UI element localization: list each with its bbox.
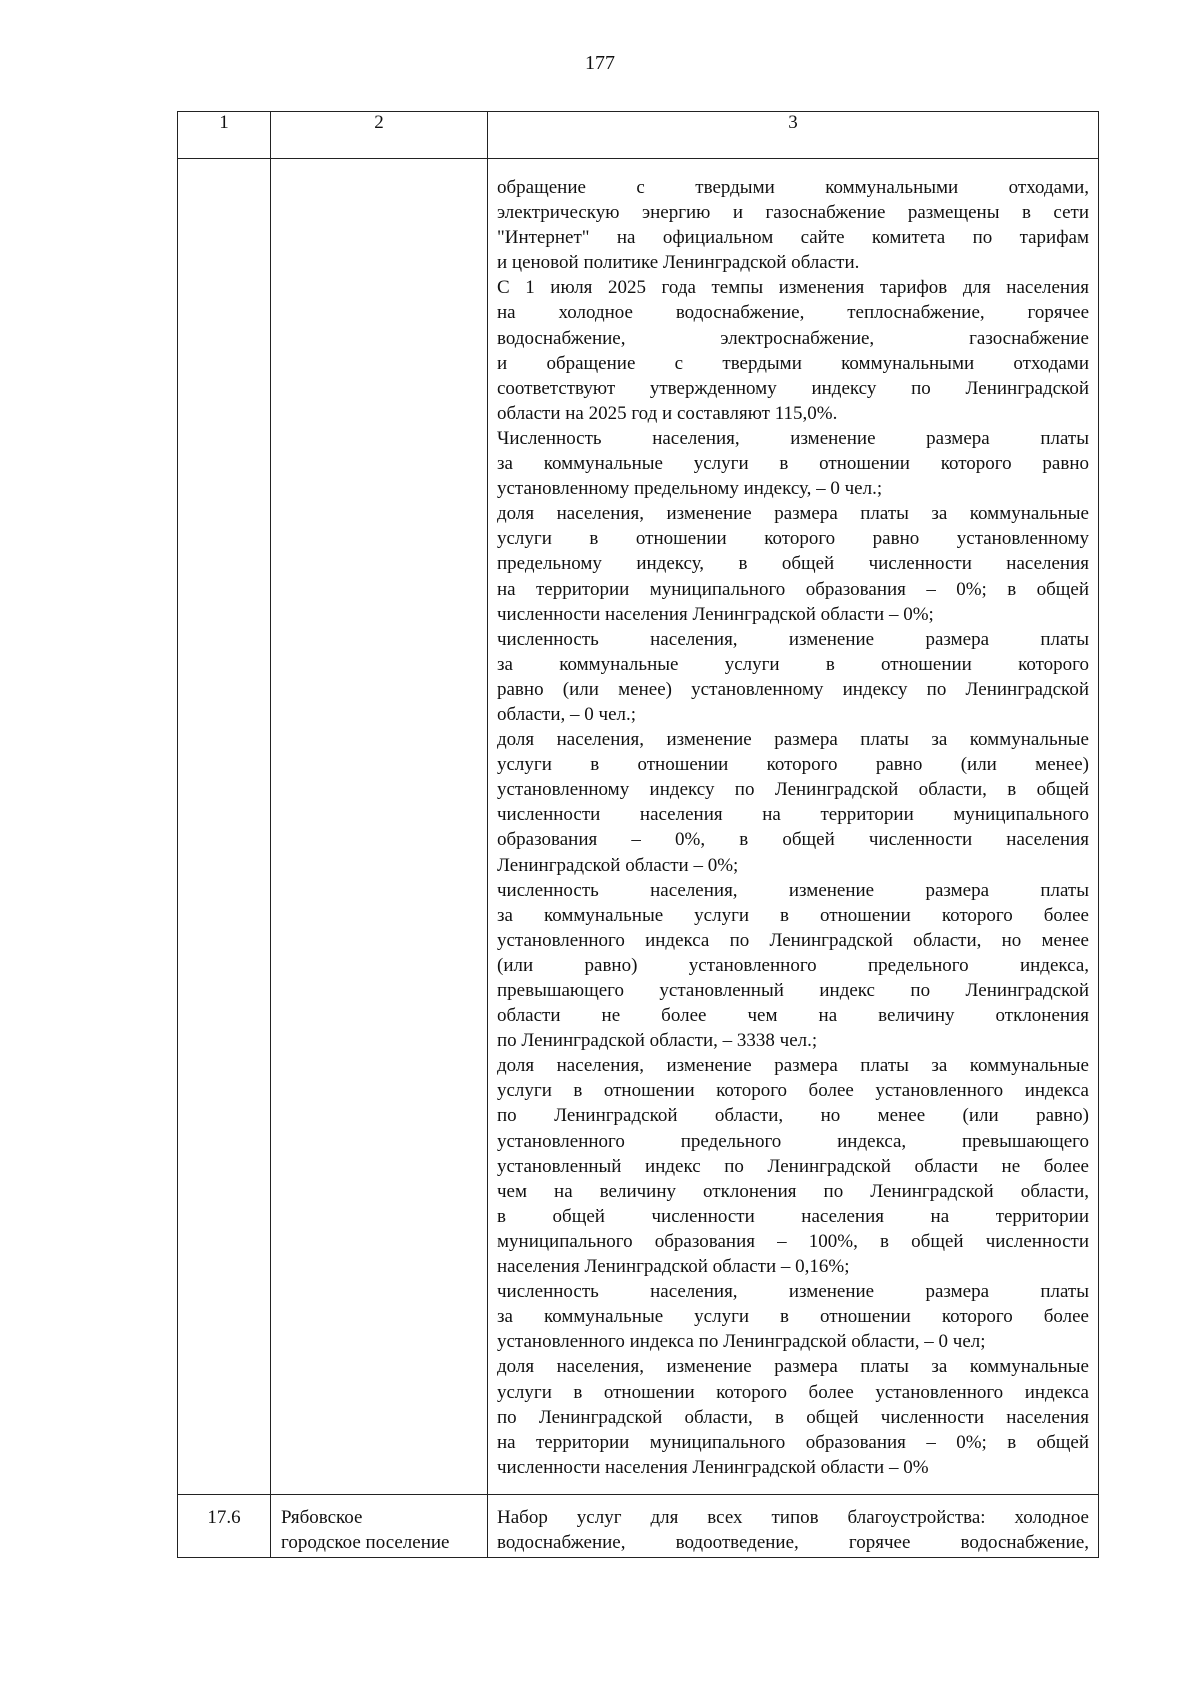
text-line: Ленинградской области – 0%; bbox=[497, 854, 739, 876]
text-line: превышающего установленный индекс по Ленинградской bbox=[497, 980, 1089, 1001]
row1-col-1 bbox=[178, 159, 271, 1495]
table-row bbox=[178, 1494, 1099, 1557]
text-line: (или равно) установленного предельного индекса, bbox=[497, 954, 1089, 976]
text-line: установленного индекса по Ленинградской области, но менее bbox=[497, 929, 1089, 951]
text-line: услуги в отношении которого более установленного индекса bbox=[497, 1080, 1089, 1102]
text-line: доля населения, изменение размера платы за коммунальные bbox=[497, 729, 1089, 751]
text-line: численности населения на территории муниципального bbox=[497, 804, 1089, 826]
text-line: водоснабжение, водоотведение, горячее водоснабжение, bbox=[497, 1531, 1089, 1553]
text-line: по Ленинградской области, но менее (или равно) bbox=[497, 1105, 1089, 1127]
table-header-row bbox=[178, 112, 1099, 159]
text-line: за коммунальные услуги в отношении которого более bbox=[497, 904, 1089, 926]
text-line: численности населения Ленинградской области – 0%; bbox=[497, 603, 934, 625]
text-line: образования – 0%, в общей численности населения bbox=[497, 829, 1089, 851]
header-col-2: 2 bbox=[271, 112, 488, 159]
text-line: установленного индекса по Ленинградской области, – 0 чел; bbox=[497, 1331, 986, 1353]
text-line: муниципального образования – 100%, в общей численности bbox=[497, 1230, 1089, 1252]
document-table bbox=[177, 111, 1099, 1558]
header-col-1: 1 bbox=[178, 112, 271, 159]
text-line: населения Ленинградской области – 0,16%; bbox=[497, 1256, 850, 1278]
row2-number: 17.6 bbox=[178, 1494, 271, 1557]
text-line: установленный индекс по Ленинградской области не более bbox=[497, 1155, 1089, 1177]
text-line: на территории муниципального образования – 0%; в общей bbox=[497, 578, 1089, 600]
text-line: за коммунальные услуги в отношении которого более bbox=[497, 1306, 1089, 1328]
text-line: за коммунальные услуги в отношении которого равно bbox=[497, 453, 1089, 475]
text-line: обращение с твердыми коммунальными отходами, bbox=[497, 177, 1089, 198]
text-line: за коммунальные услуги в отношении которого bbox=[497, 653, 1089, 675]
text-line: равно (или менее) установленному индексу по Ленинградской bbox=[497, 678, 1089, 700]
text-line: С 1 июля 2025 года темпы изменения тарифов для населения bbox=[497, 277, 1089, 299]
text-line: области не более чем на величину отклонения bbox=[497, 1005, 1089, 1027]
text-line: и ценовой политике Ленинградской области. bbox=[497, 252, 860, 274]
text-line: и обращение с твердыми коммунальными отходами bbox=[497, 352, 1089, 374]
text-line: водоснабжение, электроснабжение, газоснабжение bbox=[497, 327, 1089, 349]
page-number: 177 bbox=[585, 52, 615, 74]
text-line: установленному индексу по Ленинградской области, в общей bbox=[497, 779, 1089, 801]
text-line: Набор услуг для всех типов благоустройства: холодное bbox=[497, 1506, 1089, 1528]
text-line: области на 2025 год и составляют 115,0%. bbox=[497, 402, 838, 424]
table-row bbox=[178, 159, 1099, 1495]
text-line: услуги в отношении которого равно установленному bbox=[497, 528, 1089, 550]
text-line: численности населения Ленинградской области – 0% bbox=[497, 1456, 929, 1478]
text-line: услуги в отношении которого равно (или менее) bbox=[497, 754, 1089, 776]
text-line: численность населения, изменение размера платы bbox=[497, 628, 1089, 650]
row1-col-3-text bbox=[488, 159, 1099, 1495]
settlement-name-line: городское поселение bbox=[281, 1531, 450, 1553]
settlement-name-line: Рябовское bbox=[281, 1506, 363, 1528]
text-line: предельному индексу, в общей численности населения bbox=[497, 553, 1089, 575]
text-line: по Ленинградской области, в общей численности населения bbox=[497, 1406, 1089, 1428]
text-line: чем на величину отклонения по Ленинградской области, bbox=[497, 1180, 1089, 1202]
text-line: услуги в отношении которого более установленного индекса bbox=[497, 1381, 1089, 1403]
text-line: доля населения, изменение размера платы за коммунальные bbox=[497, 1356, 1089, 1378]
row2-col-3-text bbox=[488, 1494, 1099, 1557]
header-col-3: 3 bbox=[488, 112, 1099, 159]
text-line: численность населения, изменение размера платы bbox=[497, 1281, 1089, 1303]
text-line: доля населения, изменение размера платы за коммунальные bbox=[497, 503, 1089, 525]
text-line: установленного предельного индекса, превышающего bbox=[497, 1130, 1089, 1152]
text-line: соответствуют утвержденному индексу по Ленинградской bbox=[497, 377, 1089, 399]
text-line: численность населения, изменение размера платы bbox=[497, 879, 1089, 901]
text-line: "Интернет" на официальном сайте комитета по тарифам bbox=[497, 227, 1089, 249]
text-line: в общей численности населения на территории bbox=[497, 1205, 1089, 1227]
text-line: Численность населения, изменение размера платы bbox=[497, 427, 1089, 449]
text-line: доля населения, изменение размера платы за коммунальные bbox=[497, 1055, 1089, 1077]
text-line: установленному предельному индексу, – 0 чел.; bbox=[497, 478, 883, 500]
row1-col-2 bbox=[271, 159, 488, 1495]
text-line: на территории муниципального образования – 0%; в общей bbox=[497, 1431, 1089, 1453]
text-line: на холодное водоснабжение, теплоснабжение, горячее bbox=[497, 302, 1089, 324]
row2-settlement-name bbox=[271, 1494, 488, 1557]
text-line: области, – 0 чел.; bbox=[497, 703, 637, 725]
text-line: по Ленинградской области, – 3338 чел.; bbox=[497, 1030, 818, 1052]
text-line: электрическую энергию и газоснабжение размещены в сети bbox=[497, 202, 1089, 224]
